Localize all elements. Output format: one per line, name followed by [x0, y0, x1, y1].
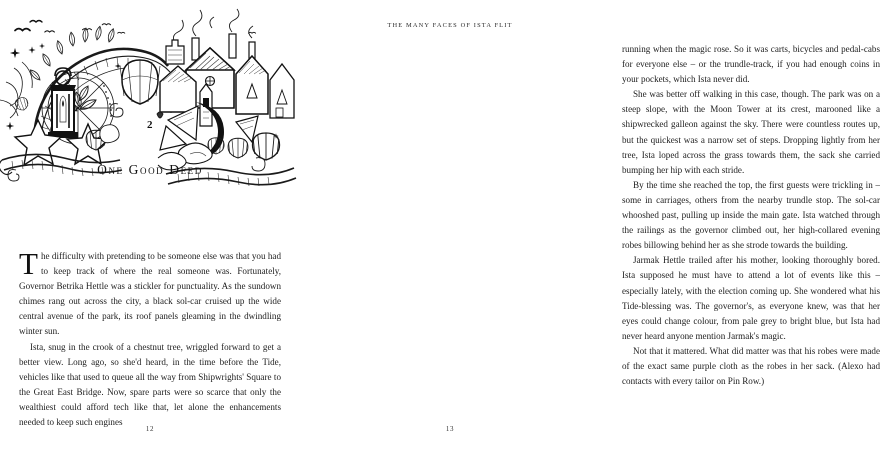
paragraph: [622, 87, 880, 178]
running-head: THE MANY FACES OF ISTA FLIT: [387, 22, 513, 29]
paragraph: [622, 178, 880, 253]
paragraph-text: running when the magic rose. So it was carts, bicycles and pedal-cabs for everyone else – or the trundle-track, if you had enough coins in your pockets, which Ista never did.: [622, 44, 880, 85]
scallop-shell-keystone: [120, 60, 160, 104]
drop-cap: T: [19, 246, 38, 281]
paragraph: [622, 42, 880, 87]
hanging-lantern: [48, 68, 78, 144]
paragraph-text: Ista, snug in the crook of a chestnut tree, wriggled forward to get a better view. Long ago, so she'd heard, in the time before the Tide, vehicles like that used to queue all the way from Shipwrights' Square to the Great East Bridge. Now, spare parts were so scarce that only the wealthiest could afford tech like that, let alone the enhancements needed to keep such engines: [19, 341, 281, 428]
paragraph: [19, 246, 281, 340]
seaside-town-houses: [160, 9, 294, 126]
paragraph-text: Jarmak Hettle trailed after his mother, looking thoroughly bored. Ista supposed he must have to attend a lot of events like this – especially lately, with the election coming up. She wondered what his Tide-blessing was. The governor's, as everyone knew, was that her eyes could change colour, from pale grey to bright blue, but Ista had never heard anyone mention Jarmak's magic.: [622, 255, 880, 341]
paragraph-text: By the time she reached the top, the first guests were trickling in – some in carriages, others from the nearby trundle stop. The sol-car whooshed past, pulling up inside the main gate. Ista watched through the railings as the governor climbed out, her high-collared evening robes billowing behind her as she strode towards the building.: [622, 179, 880, 251]
right-page-textblock: [622, 42, 880, 389]
left-page-textblock: [19, 246, 281, 430]
folio-right: 13: [445, 425, 455, 433]
chapter-opener-illustration: [0, 8, 300, 208]
paragraph: [19, 340, 281, 431]
folio-left: 12: [145, 425, 155, 433]
paragraph: [622, 344, 880, 389]
paragraph-text: She was better off walking in this case, though. The park was on a steep slope, with the Moon Tower at its crest, marooned like a shipwrecked galleon against the sky. There were countless routes up, but the quickest was a narrow set of steps. Dropping lightly from her tree, Ista loped across the grass towards them, the sack she carried bumping her hip with each stride.: [622, 89, 880, 175]
chapter-number: 2: [147, 119, 153, 131]
right-page: [300, 0, 880, 460]
birds-flock: [15, 21, 256, 34]
left-page: [0, 0, 300, 460]
paragraph-text: Not that it mattered. What did matter was that his robes were made of the exact same purple cloth as the robes in her sack. (Alexo had contacts with every tailor on Pin Row.): [622, 345, 880, 387]
paragraph: [622, 253, 880, 344]
chapter-title: One Good Deed: [97, 162, 203, 177]
paragraph-text: he difficulty with pretending to be someone else was that you had to keep track of where the real someone was. Fortunately, Governor Betrika Hettle was a stickler for punctuality. As the sundown chimes rang out across the city, a black sol-car cruised up the wide central avenue of the park, its roof panels gleaming in the dwindling winter sun.: [19, 251, 281, 337]
